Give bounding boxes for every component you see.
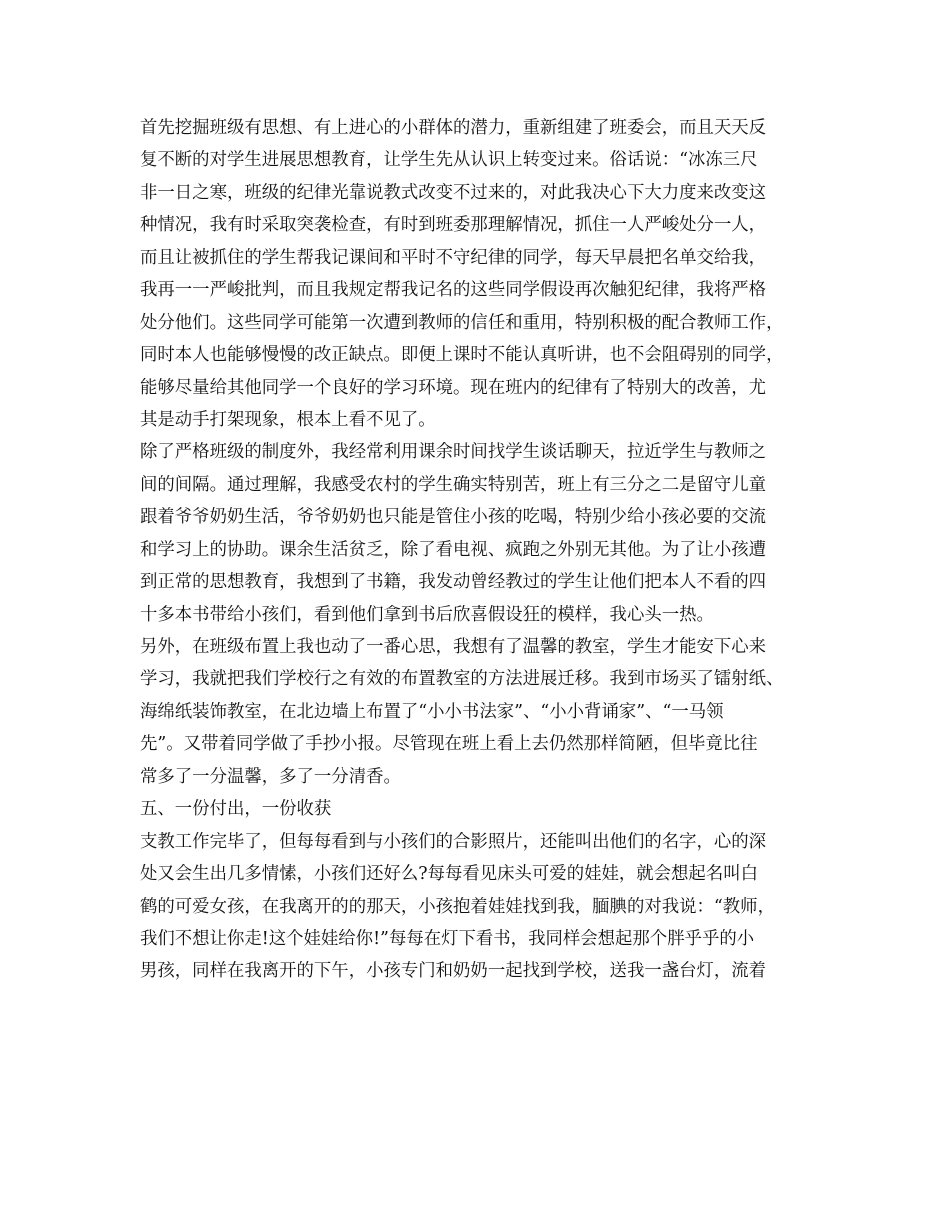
text-line: 十多本书带给小孩们，看到他们拿到书后欣喜假设狂的模样，我心头一热。: [140, 604, 714, 625]
text-line: 复不断的对学生进展思想教育，让学生先从认识上转变过来。俗话说：“冰冻三尺: [140, 150, 758, 171]
text-line: 同时本人也能够慢慢的改正缺点。即便上课时不能认真听讲，也不会阻碍别的同学，: [140, 345, 784, 366]
text-line: 常多了一分温馨，多了一分清香。: [140, 766, 401, 787]
text-line: 先”。又带着同学做了手抄小报。尽管现在班上看上去仍然那样简陋，但毕竟比往: [140, 734, 758, 755]
text-line: 海绵纸装饰教室，在北边墙上布置了“小小书法家”、“小小背诵家”、“一马领: [140, 701, 724, 722]
text-line: 除了严格班级的制度外，我经常利用课余时间找学生谈话聊天，拉近学生与教师之: [140, 442, 767, 463]
section-heading: 五、一份付出，一份收获: [140, 799, 332, 820]
text-line: 而且让被抓住的学生帮我记课间和平时不守纪律的同学，每天早晨把名单交给我，: [140, 247, 767, 268]
text-line: 和学习上的协助。课余生活贫乏，除了看电视、疯跑之外别无其他。为了让小孩遭: [140, 539, 767, 560]
text-line: 间的间隔。通过理解，我感受农村的学生确实特别苦，班上有三分之二是留守儿童: [140, 474, 767, 495]
text-line: 能够尽量给其他同学一个良好的学习环境。现在班内的纪律有了特别大的改善，尤: [140, 377, 767, 398]
text-line: 我们不想让你走!这个娃娃给你!”每每在灯下看书，我同样会想起那个胖乎乎的小: [140, 928, 755, 949]
text-line: 种情况，我有时采取突袭检查，有时到班委那理解情况，抓住一人严峻处分一人，: [140, 215, 767, 236]
text-line: 到正常的思想教育，我想到了书籍，我发动曾经教过的学生让他们把本人不看的四: [140, 572, 767, 593]
text-line: 其是动手打架现象，根本上看不见了。: [140, 409, 436, 430]
text-line: 支教工作完毕了，但每每看到与小孩们的合影照片，还能叫出他们的名字，心的深: [140, 831, 767, 852]
body-text: [140, 112, 820, 988]
text-line: 男孩，同样在我离开的下午，小孩专门和奶奶一起找到学校，送我一盏台灯，流着: [140, 961, 767, 982]
text-line: 鹤的可爱女孩，在我离开的的那天，小孩抱着娃娃找到我，腼腆的对我说：“教师，: [140, 896, 775, 917]
text-line: 首先挖掘班级有思想、有上进心的小群体的潜力，重新组建了班委会，而且天天反: [140, 118, 767, 138]
text-line: 非一日之寒，班级的纪律光靠说教式改变不过来的，对此我决心下大力度来改变这: [140, 182, 767, 203]
text-line: 另外，在班级布置上我也动了一番心思，我想有了温馨的教室，学生才能安下心来: [140, 637, 767, 657]
text-line: 处分他们。这些同学可能第一次遭到教师的信任和重用，特别积极的配合教师工作，: [140, 312, 784, 333]
text-line: 我再一一严峻批判，而且我规定帮我记名的这些同学假设再次触犯纪律，我将严格: [140, 280, 767, 301]
text-line: 处又会生出几多情愫，小孩们还好么?每每看见床头可爱的娃娃，就会想起名叫白: [140, 864, 758, 885]
text-line: 学习，我就把我们学校行之有效的布置教室的方法进展迁移。我到市场买了镭射纸、: [140, 669, 784, 690]
text-line: 跟着爷爷奶奶生活，爷爷奶奶也只能是管住小孩的吃喝，特别少给小孩必要的交流: [140, 507, 767, 528]
